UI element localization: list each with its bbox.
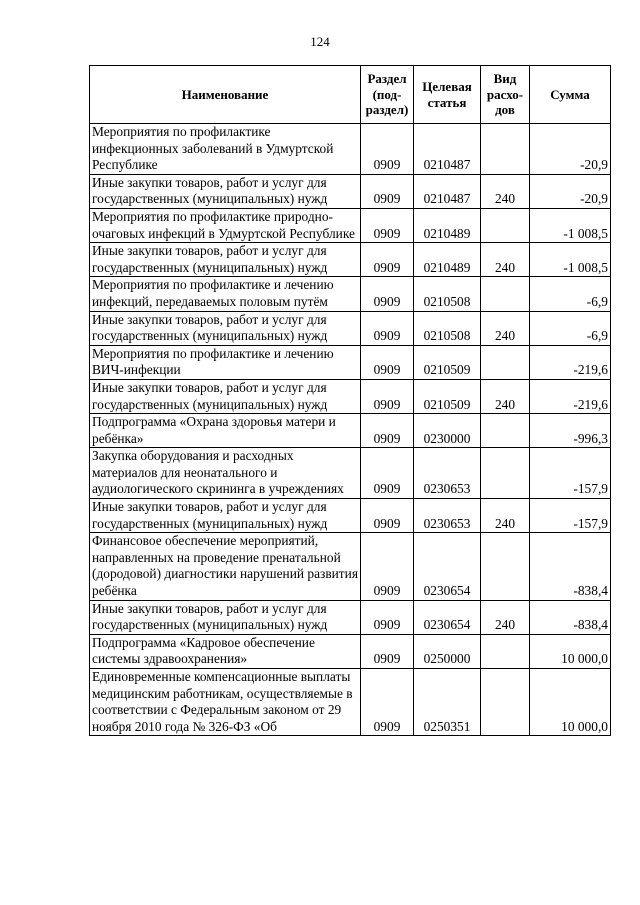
cell-sum: -6,9 (530, 311, 611, 345)
cell-article: 0230000 (414, 414, 481, 448)
cell-sum: -838,4 (530, 533, 611, 600)
cell-section: 0909 (361, 414, 414, 448)
cell-kind (481, 345, 530, 379)
cell-name: Иные закупки товаров, работ и услуг для государственных (муниципальных) нужд (90, 499, 361, 533)
cell-kind (481, 533, 530, 600)
cell-kind (481, 277, 530, 311)
cell-name: Иные закупки товаров, работ и услуг для государственных (муниципальных) нужд (90, 600, 361, 634)
cell-name: Мероприятия по профилактике природно-очаговых инфекций в Удмуртской Республике (90, 208, 361, 242)
cell-kind: 240 (481, 243, 530, 277)
cell-kind (481, 448, 530, 499)
table-row (90, 600, 611, 634)
cell-section: 0909 (361, 174, 414, 208)
cell-article: 0230653 (414, 448, 481, 499)
cell-sum: -20,9 (530, 124, 611, 175)
cell-section: 0909 (361, 634, 414, 668)
cell-section: 0909 (361, 448, 414, 499)
cell-name: Единовременные компенсационные выплаты медицинским работникам, осуществляемые в соответствии с Федеральным законом от 29 ноября 2010 года № 326-ФЗ «Об (90, 669, 361, 736)
cell-kind (481, 208, 530, 242)
table-row (90, 448, 611, 499)
cell-section: 0909 (361, 669, 414, 736)
cell-name: Мероприятия по профилактике инфекционных заболеваний в Удмуртской Республике (90, 124, 361, 175)
cell-article: 0210489 (414, 243, 481, 277)
cell-sum: -20,9 (530, 174, 611, 208)
table-row (90, 533, 611, 600)
cell-section: 0909 (361, 208, 414, 242)
cell-section: 0909 (361, 311, 414, 345)
table-row (90, 634, 611, 668)
cell-article: 0250351 (414, 669, 481, 736)
cell-article: 0210487 (414, 124, 481, 175)
header-section: Раздел (под-раздел) (361, 66, 414, 124)
table-row (90, 669, 611, 736)
cell-kind: 240 (481, 379, 530, 413)
cell-article: 0230654 (414, 533, 481, 600)
cell-sum: -157,9 (530, 499, 611, 533)
table-row (90, 174, 611, 208)
header-name: Наименование (90, 66, 361, 124)
table-row (90, 208, 611, 242)
cell-name: Иные закупки товаров, работ и услуг для государственных (муниципальных) нужд (90, 174, 361, 208)
table-row (90, 414, 611, 448)
cell-kind: 240 (481, 311, 530, 345)
cell-sum: -1 008,5 (530, 208, 611, 242)
cell-kind (481, 669, 530, 736)
cell-section: 0909 (361, 533, 414, 600)
cell-kind (481, 124, 530, 175)
cell-article: 0210487 (414, 174, 481, 208)
cell-sum: -1 008,5 (530, 243, 611, 277)
table-row (90, 499, 611, 533)
header-article: Целевая статья (414, 66, 481, 124)
cell-article: 0210508 (414, 311, 481, 345)
cell-sum: -219,6 (530, 345, 611, 379)
table-row (90, 311, 611, 345)
cell-section: 0909 (361, 277, 414, 311)
cell-name: Финансовое обеспечение мероприятий, направленных на проведение пренатальной (дородовой) диагностики нарушений развития ребёнка (90, 533, 361, 600)
cell-article: 0230654 (414, 600, 481, 634)
header-sum: Сумма (530, 66, 611, 124)
cell-section: 0909 (361, 600, 414, 634)
cell-name: Подпрограмма «Кадровое обеспечение системы здравоохранения» (90, 634, 361, 668)
cell-article: 0210508 (414, 277, 481, 311)
table-row (90, 124, 611, 175)
cell-section: 0909 (361, 124, 414, 175)
cell-sum: -6,9 (530, 277, 611, 311)
cell-sum: -838,4 (530, 600, 611, 634)
cell-section: 0909 (361, 345, 414, 379)
cell-sum: 10 000,0 (530, 669, 611, 736)
cell-section: 0909 (361, 499, 414, 533)
cell-article: 0210509 (414, 379, 481, 413)
cell-kind: 240 (481, 174, 530, 208)
cell-section: 0909 (361, 379, 414, 413)
header-kind: Вид расхо-дов (481, 66, 530, 124)
cell-kind (481, 634, 530, 668)
cell-name: Иные закупки товаров, работ и услуг для государственных (муниципальных) нужд (90, 379, 361, 413)
cell-article: 0210509 (414, 345, 481, 379)
cell-name: Мероприятия по профилактике и лечению инфекций, передаваемых половым путём (90, 277, 361, 311)
cell-sum: -157,9 (530, 448, 611, 499)
page-number: 124 (310, 34, 330, 49)
cell-name: Иные закупки товаров, работ и услуг для государственных (муниципальных) нужд (90, 311, 361, 345)
table-row (90, 277, 611, 311)
cell-sum: -996,3 (530, 414, 611, 448)
cell-article: 0230653 (414, 499, 481, 533)
cell-kind (481, 414, 530, 448)
table-row (90, 379, 611, 413)
cell-article: 0210489 (414, 208, 481, 242)
cell-section: 0909 (361, 243, 414, 277)
table-row (90, 243, 611, 277)
cell-name: Закупка оборудования и расходных материалов для неонатального и аудиологического скрининга в учреждениях (90, 448, 361, 499)
cell-article: 0250000 (414, 634, 481, 668)
cell-name: Подпрограмма «Охрана здоровья матери и ребёнка» (90, 414, 361, 448)
cell-kind: 240 (481, 499, 530, 533)
cell-name: Иные закупки товаров, работ и услуг для государственных (муниципальных) нужд (90, 243, 361, 277)
budget-table (89, 65, 611, 736)
cell-name: Мероприятия по профилактике и лечению ВИЧ-инфекции (90, 345, 361, 379)
cell-sum: -219,6 (530, 379, 611, 413)
table-header-row (90, 66, 611, 124)
cell-sum: 10 000,0 (530, 634, 611, 668)
table-row (90, 345, 611, 379)
cell-kind: 240 (481, 600, 530, 634)
